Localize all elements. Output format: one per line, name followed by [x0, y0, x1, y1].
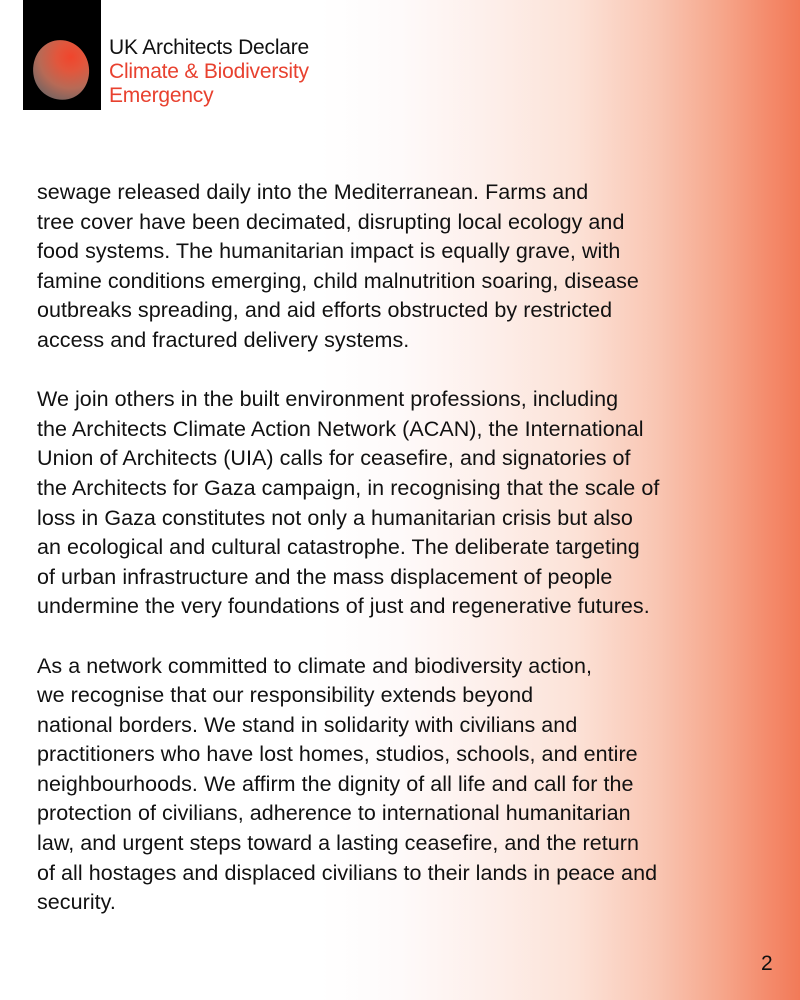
text-line: of urban infrastructure and the mass displacement of people: [37, 564, 613, 589]
sphere-logo-icon: [27, 35, 94, 105]
text-line: neighbourhoods. We affirm the dignity of all life and call for the: [37, 771, 634, 796]
logo-block: [23, 0, 101, 110]
text-line: an ecological and cultural catastrophe. The deliberate targeting: [37, 535, 640, 560]
text-line: tree cover have been decimated, disrupting local ecology and: [37, 209, 625, 234]
text-line: protection of civilians, adherence to international humanitarian: [37, 801, 631, 826]
text-line: the Architects for Gaza campaign, in recognising that the scale of: [37, 475, 660, 500]
text-line: the Architects Climate Action Network (ACAN), the International: [37, 416, 644, 441]
text-line: practitioners who have lost homes, studios, schools, and entire: [37, 742, 638, 767]
text-line: national borders. We stand in solidarity with civilians and: [37, 712, 578, 737]
text-line: food systems. The humanitarian impact is equally grave, with: [37, 239, 621, 264]
text-line: security.: [37, 890, 116, 915]
logo-wordmark: [109, 36, 309, 108]
text-line: undermine the very foundations of just and regenerative futures.: [37, 594, 650, 619]
text-line: sewage released daily into the Mediterranean. Farms and: [37, 180, 589, 204]
paragraph-2: [37, 385, 777, 622]
text-line: outbreaks spreading, and aid efforts obstructed by restricted: [37, 298, 613, 323]
text-line: famine conditions emerging, child malnutrition soaring, disease: [37, 268, 639, 293]
body-text: [37, 178, 777, 947]
text-line: we recognise that our responsibility extends beyond: [37, 683, 534, 708]
logo-title-line-1: UK Architects Declare: [109, 36, 310, 59]
text-line: access and fractured delivery systems.: [37, 327, 410, 352]
text-line: We join others in the built environment professions, including: [37, 387, 619, 412]
paragraph-1: [37, 178, 777, 356]
logo-title-line-2: Climate & Biodiversity: [109, 60, 309, 83]
text-line: law, and urgent steps toward a lasting ceasefire, and the return: [37, 831, 639, 856]
text-line: As a network committed to climate and biodiversity action,: [37, 653, 592, 678]
page-number: 2: [761, 952, 773, 975]
paragraph-3: [37, 652, 777, 918]
text-line: of all hostages and displaced civilians to their lands in peace and: [37, 860, 658, 885]
logo-title-line-3: Emergency: [109, 84, 214, 107]
text-line: Union of Architects (UIA) calls for ceasefire, and signatories of: [37, 446, 631, 471]
text-line: loss in Gaza constitutes not only a humanitarian crisis but also: [37, 505, 633, 530]
